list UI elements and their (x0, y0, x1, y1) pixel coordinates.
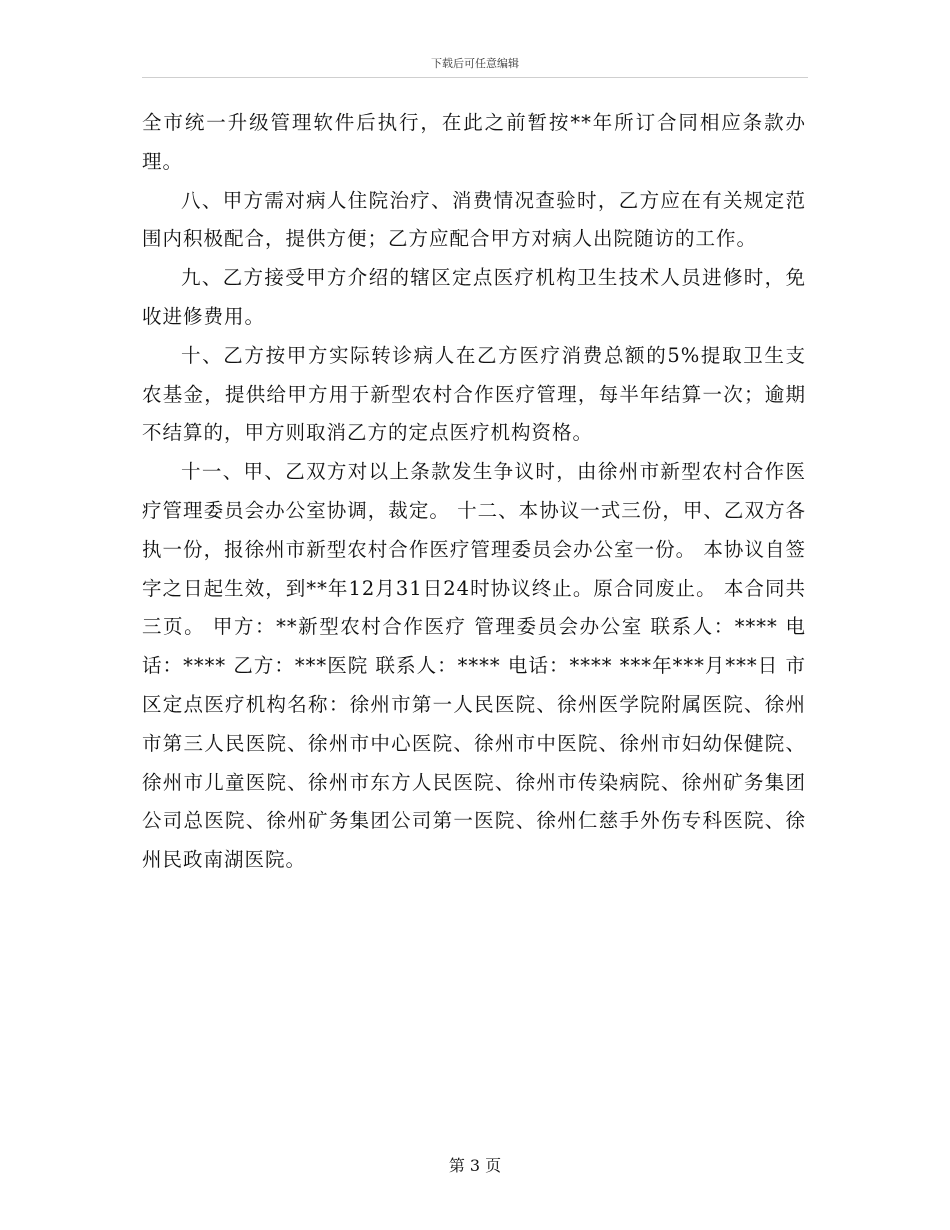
document-body (142, 104, 806, 880)
paragraph-continuation: 全市统一升级管理软件后执行，在此之前暂按**年所订合同相应条款办理。 (142, 111, 806, 173)
header-divider (142, 77, 808, 78)
paragraph-clause-9: 九、乙方接受甲方介绍的辖区定点医疗机构卫生技术人员进修时，免收进修费用。 (142, 266, 806, 328)
page-header: 下载后可任意编辑 (431, 57, 519, 70)
paragraph-clause-10: 十、乙方按甲方实际转诊病人在乙方医疗消费总额的5%提取卫生支农基金，提供给甲方用于新型农村合作医疗管理，每半年结算一次；逾期不结算的，甲方则取消乙方的定点医疗机构资格。 (142, 343, 806, 445)
paragraph-clause-11-and-signatures: 十一、甲、乙双方对以上条款发生争议时，由徐州市新型农村合作医疗管理委员会办公室协调，裁定。 十二、本协议一式三份，甲、乙双方各执一份，报徐州市新型农村合作医疗管理委员会办公室一份。 本协议自签字之日起生效，到**年12月31日24时协议终止。原合同废止。 本合同共三页。 甲方：**新型农村合作医疗 管理委员会办公室 联系人：**** 电话：**** 乙方：***医院 联系人：**** 电话：**** ***年***月***日 市区定点医疗机构名称：徐州市第一人民医院、徐州医学院附属医院、徐州市第三人民医院、徐州市中心医院、徐州市中医院、徐州市妇幼保健院、徐州市儿童医院、徐州市东方人民医院、徐州市传染病院、徐州矿务集团公司总医院、徐州矿务集团公司第一医院、徐州仁慈手外伤专科医院、徐州民政南湖医院。 (142, 460, 806, 872)
paragraph-clause-8: 八、甲方需对病人住院治疗、消费情况查验时，乙方应在有关规定范围内积极配合，提供方便；乙方应配合甲方对病人出院随访的工作。 (142, 188, 806, 251)
page-number: 第 3 页 (448, 1156, 502, 1175)
